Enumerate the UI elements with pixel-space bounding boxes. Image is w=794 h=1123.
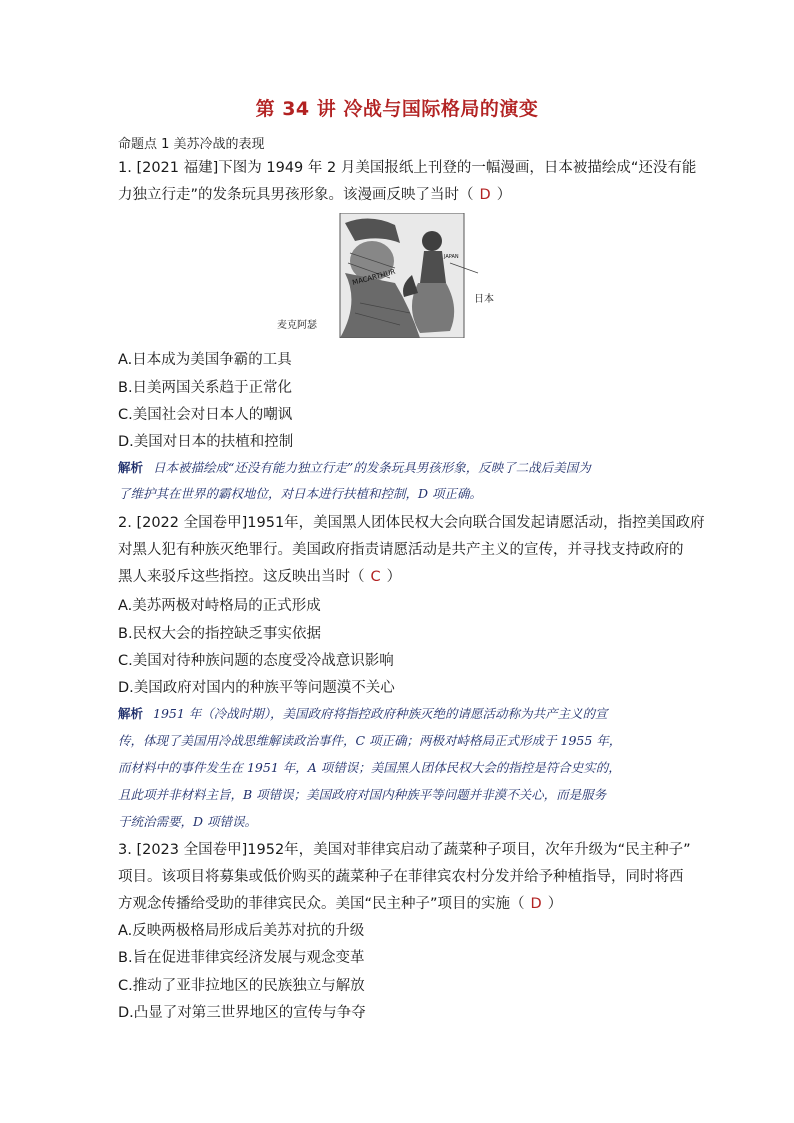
q2-explanation-line5: 于统治需要，D 项错误。 [118,814,257,829]
q2-stem-line1: 2. [2022 全国卷甲]1951年，美国黑人团体民权大会向联合国发起请愿活动，指控美国政府 [118,515,705,531]
q2-explanation-line3: 而材料中的事件发生在 1951 年，A 项错误；美国黑人团体民权大会的指控是符合史实的， [118,760,621,775]
q3-stem-line1: 3. [2023 全国卷甲]1952年，美国对菲律宾启动了蔬菜种子项目，次年升级为“民主种子” [118,842,691,858]
q1-option-b: B.日美两国关系趋于正常化 [118,380,293,396]
q3-stem-line2: 项目。该项目将募集或低价购买的蔬菜种子在菲律宾农村分发并给予种植指导，同时将西 [118,869,684,885]
q2-stem-line2: 对黑人犯有种族灭绝罪行。美国政府指责请愿活动是共产主义的宣传，并寻找支持政府的 [118,542,684,558]
q2-explanation-line1 [118,701,678,727]
q3-option-b: B.旨在促进菲律宾经济发展与观念变革 [118,950,365,966]
caption-macarthur: 麦克阿瑟 [277,320,317,331]
q3-stem-text: 方观念传播给受助的菲律宾民众。美国“民主种子”项目的实施（ [118,896,525,912]
q2-explanation-text1: 1951 年（冷战时期），美国政府将指控政府种族灭绝的请愿活动称为共产主义的宣 [153,706,608,721]
cartoon-label-macarthur: MACARTHUR [351,267,397,287]
q2-option-d: D.美国政府对国内的种族平等问题漠不关心 [118,680,395,696]
q1-answer: D [479,187,491,203]
cartoon-illustration [300,213,500,338]
q1-explanation-text1: 日本被描绘成“还没有能力独立行走”的发条玩具男孩形象，反映了二战后美国为 [153,460,591,475]
q2-answer: C [370,569,381,585]
cartoon-label-japan: JAPAN [444,254,459,260]
q1-option-a: A.日本成为美国争霸的工具 [118,352,292,368]
q1-option-c: C.美国社会对日本人的嘲讽 [118,407,293,423]
q2-option-b: B.民权大会的指控缺乏事实依据 [118,626,322,642]
q1-explanation-line1 [118,455,678,481]
q1-stem-line1: 1. [2021 福建]下图为 1949 年 2 月美国报纸上刊登的一幅漫画，日本被描绘成“还没有能 [118,160,697,176]
q2-stem-text: 黑人来驳斥这些指控。这反映出当时（ [118,569,365,585]
q3-stem-close: ） [547,896,563,912]
q2-stem-line3 [118,564,678,591]
q1-explanation-line2: 了维护其在世界的霸权地位，对日本进行扶植和控制，D 项正确。 [118,486,482,501]
q1-stem-text: 力独立行走”的发条玩具男孩形象。该漫画反映了当时（ [118,187,474,203]
q1-option-d: D.美国对日本的扶植和控制 [118,434,294,450]
lesson-title: 第 34 讲 冷战与国际格局的演变 [255,98,539,120]
q2-explanation-label: 解析 [118,706,144,721]
q1-cartoon-image [300,213,500,338]
q3-option-c: C.推动了亚非拉地区的民族独立与解放 [118,978,365,994]
q1-stem-line2 [118,182,678,209]
section-heading: 命题点 1 美苏冷战的表现 [118,137,265,152]
q1-explanation-label: 解析 [118,460,144,475]
q2-explanation-line4: 且此项并非材料主旨，B 项错误；美国政府对国内种族平等问题并非漠不关心，而是服务 [118,787,607,802]
caption-japan: 日本 [474,294,494,305]
q3-stem-line3 [118,891,678,918]
q3-option-a: A.反映两极格局形成后美苏对抗的升级 [118,923,365,939]
q1-stem-close: ） [496,187,512,203]
q2-option-c: C.美国对待种族问题的态度受冷战意识影响 [118,653,394,669]
q2-explanation-line2: 传，体现了美国用冷战思维解读政治事件，C 项正确；两极对峙格局正式形成于 1955 年， [118,733,622,748]
q2-option-a: A.美苏两极对峙格局的正式形成 [118,598,321,614]
q2-stem-close: ） [386,569,402,585]
q3-option-d: D.凸显了对第三世界地区的宣传与争夺 [118,1005,366,1021]
q3-answer: D [530,896,542,912]
